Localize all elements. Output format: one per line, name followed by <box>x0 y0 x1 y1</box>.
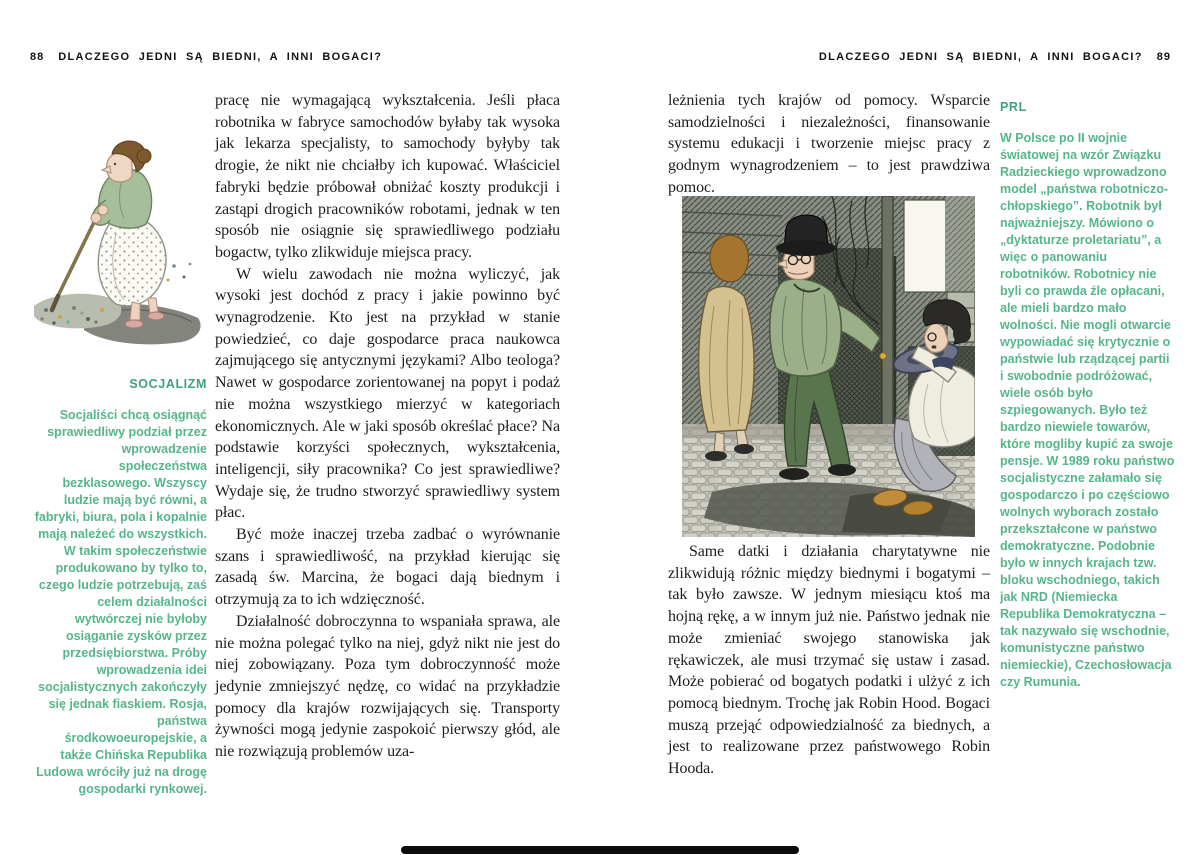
paragraph: pracę nie wymagającą wykształcenia. Jeśli płaca robotnika w fabryce samochodów byłaby tak wysoka jak lekarza specjalisty, to samochody byłyby tak drogie, że nikt nie chciałby ich kupować. Właściciel fabryki będzie próbował obniżać koszty produkcji i zastąpi drogich pracowników robotami, jednak w ten sposób nie osiągnie się sprawiedliwego podziału bogactw, tylko zlikwiduje miejsca pracy. <box>215 92 560 261</box>
illustration-woman-sweeping <box>32 114 208 354</box>
paragraph: leżnienia tych krajów od pomocy. Wsparcie samodzielności i niezależności, finansowanie systemu edukacji i tworzenie miejsc pracy z godnym wynagrodzeniem – to jest prawdziwa pomoc. <box>668 92 990 196</box>
sidebar-note-socjalizm <box>30 376 207 798</box>
sidebar-heading-prl: PRL <box>1000 100 1027 114</box>
woman-sweeping-drawing <box>32 114 208 354</box>
street-scene-etching <box>682 196 975 537</box>
page-number-left: 88 <box>30 51 45 63</box>
running-head-right <box>819 51 1171 63</box>
running-head-right-title: DLACZEGO JEDNI SĄ BIEDNI, A INNI BOGACI? <box>818 51 1143 63</box>
paragraph: Same datki i działania charytatywne nie zlikwidują różnic między biednymi i bogatymi – tak było zawsze. W jednym miesiącu ktoś ma hojną rękę, a w innym już nie. Państwo jednak nie może zmieniać swojego stanowiska jak rękawiczek, ale musi trzymać się ustaw i zasad. Może pobierać od bogatych podatki i ulżyć z ich pomocą biednym. Trochę jak Robin Hood. Bogaci muszą przejąć odpowiedzialność za biednych, a jest to realizowane przez państwowego Robin Hooda. <box>668 543 990 778</box>
right-page-text-bottom <box>668 541 990 780</box>
sidebar-body-socjalizm: Socjaliści chcą osiągnąć sprawiedliwy podział przez wprowadzenie społeczeństwa bezklasowego. Wszyscy ludzie mają być równi, a fabryki, biura, pola i kopalnie mają należeć do wszystkich. W takim społeczeństwie produkowano by tylko to, czego ludzie potrzebują, zaś celem działalności wytwórczej nie byłoby osiąganie zysków przez przedsiębiorstwa. Próby wprowadzenia idei socjalistycznych zakończyły się jednak fiaskiem. Rosja, państwa środkowoeuropejskie, a także Chińska Republika Ludowa wróciły już na drogę gospodarki rynkowej. <box>34 408 207 796</box>
right-page-text-top <box>668 90 990 199</box>
running-head-left <box>30 51 382 63</box>
page-number-right: 89 <box>1156 51 1171 63</box>
paragraph: Być może inaczej trzeba zadbać o wyrównanie szans i sprawiedliwość, na przykład kierując się zasadą św. Marcina, że bogaci dają biednym i otrzymują za to ich wdzięczność. <box>215 526 560 609</box>
sidebar-heading-socjalizm: SOCJALIZM <box>129 377 207 391</box>
left-page-text-column <box>215 90 560 763</box>
paragraph: Działalność dobroczynna to wspaniała sprawa, ale nie można polegać tylko na niej, gdyż nikt nie jest do niej zobowiązany. Poza tym dobroczynność może jedynie zmniejszyć nędzę, co widać na przykładzie pomocy dla krajów rozwijających się. Transporty żywności mogą jedynie zaspokoić pierwszy głód, ale nie rozwiązują problemów uza- <box>215 612 560 761</box>
sidebar-body-prl: W Polsce po II wojnie światowej na wzór Związku Radzieckiego wprowadzono model „państwa robotniczo-chłopskiego”. Robotnik był najważniejszy. Mówiono o „dyktaturze proletariatu”, a więc o panowaniu robotników. Robotnicy nie byli co prawda źle opłacani, ale mieli bardzo mało wolności. Nie mogli otwarcie wypowiadać się krytycznie o państwie lub rządzącej partii i swobodnie podróżować, wiele osób było szpiegowanych. Było też bardzo niewiele towarów, które mogliby kupić za swoje pensje. W 1989 roku państwo socjalistyczne załamało się gospodarczo i po częściowo wolnych wyborach zostało przekształcone w państwo demokratyczne. Podobnie było w innych krajach tzw. bloku wschodniego, takich jak NRD (Niemiecka Republika Demokratyczna – tak nazywało się wschodnie, komunistyczne państwo niemieckie), Czechosłowacja czy Rumunia. <box>1000 131 1175 689</box>
home-indicator[interactable] <box>401 846 799 854</box>
sidebar-note-prl <box>1000 99 1175 691</box>
paragraph: W wielu zawodach nie można wyliczyć, jak wysoki jest dochód z pracy i jakie powinno być wynagrodzenie. Kto jest na przykład w stanie powiedzieć, co daje gospodarce praca naukowca zajmującego się antycznymi językami? Albo teologa? Nawet w gospodarce zorientowanej na popyt i podaż nie można wszystkiego mierzyć w kategoriach ekonomicznych. Ale w jaki sposób określać płace? Na podstawie korzyści społecznych, wykształcenia, inteligencji, siły pracownika? Co jest sprawiedliwe? Wydaje się, że trudno stworzyć sprawiedliwy system płac. <box>215 265 560 522</box>
running-head-left-title: DLACZEGO JEDNI SĄ BIEDNI, A INNI BOGACI? <box>58 51 383 63</box>
illustration-street-scene <box>682 196 975 537</box>
